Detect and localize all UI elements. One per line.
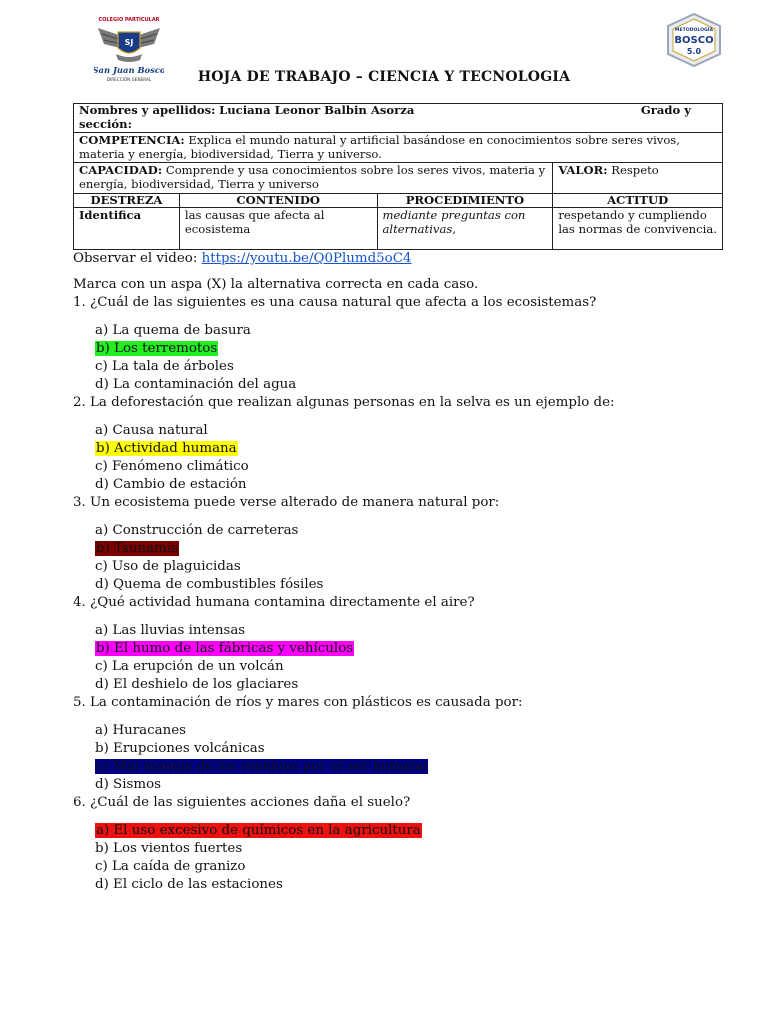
badge-mid: BOSCO (674, 35, 714, 46)
option-text: c) Fenómeno climático (95, 459, 249, 474)
col-header-destreza: DESTREZA (74, 193, 180, 208)
options-list (73, 622, 733, 694)
question-5: 5. La contaminación de ríos y mares con plásticos es causada por: (73, 695, 523, 710)
section-label: sección: (79, 116, 132, 131)
question-6: 6. ¿Cuál de las siguientes acciones daña el suelo? (73, 795, 411, 810)
option-text: a) La quema de basura (95, 323, 251, 338)
col-header-contenido: CONTENIDO (179, 193, 377, 208)
option-text: a) Las lluvias intensas (95, 623, 246, 638)
option-row[interactable] (95, 376, 733, 394)
video-link[interactable]: https://youtu.be/Q0Plumd5oC4 (201, 251, 412, 266)
question-3: 3. Un ecosistema puede verse alterado de manera natural por: (73, 495, 500, 510)
option-row[interactable] (95, 676, 733, 694)
option-row[interactable] (95, 876, 733, 894)
option-row[interactable] (95, 858, 733, 876)
options-list (73, 422, 733, 494)
option-text: c) La erupción de un volcán (95, 659, 284, 674)
options-list (73, 322, 733, 394)
badge-top: METODOLOGÍA (674, 28, 714, 33)
highlighted-answer: b) Los terremotos (96, 341, 218, 356)
option-row[interactable] (95, 522, 733, 540)
option-row[interactable] (95, 758, 733, 776)
competencia-row (74, 133, 723, 163)
cell-procedimiento: mediante preguntas con alternativas, (377, 208, 553, 250)
capacidad-row (74, 163, 723, 193)
option-text: a) Huracanes (95, 723, 187, 738)
option-row[interactable] (95, 776, 733, 794)
option-row[interactable] (95, 658, 733, 676)
option-text: d) Sismos (95, 777, 162, 792)
option-text: a) Causa natural (95, 423, 208, 438)
option-row[interactable] (95, 722, 733, 740)
video-label: Observar el video: (73, 251, 202, 266)
student-name: Luciana Leonor Balbin Asorza (219, 103, 415, 117)
names-row (74, 104, 723, 133)
options-list (73, 722, 733, 794)
info-table (73, 103, 723, 250)
option-row[interactable] (95, 458, 733, 476)
option-row[interactable] (95, 440, 733, 458)
question-4: 4. ¿Qué actividad humana contamina directamente el aire? (73, 595, 475, 610)
competencia-label: COMPETENCIA: (79, 133, 185, 148)
col-header-procedimiento: PROCEDIMIENTO (377, 193, 553, 208)
option-row[interactable] (95, 322, 733, 340)
highlighted-answer: c) Mal manejo de los residuos por el ser humano (96, 759, 427, 774)
option-text: d) Cambio de estación (95, 477, 247, 492)
question-2: 2. La deforestación que realizan algunas personas en la selva es un ejemplo de: (73, 395, 615, 410)
option-row[interactable] (95, 576, 733, 594)
highlighted-answer: b) Tsunamis (96, 541, 178, 556)
table-row (74, 208, 723, 250)
school-small-top: COLEGIO PARTICULAR (98, 17, 160, 23)
option-row[interactable] (95, 822, 733, 840)
badge-num: 5.0 (686, 47, 702, 56)
option-row[interactable] (95, 358, 733, 376)
option-text: c) Uso de plaguicidas (95, 559, 241, 574)
option-text: d) Quema de combustibles fósiles (95, 577, 324, 592)
option-row[interactable] (95, 640, 733, 658)
school-name: San Juan Bosco (94, 65, 164, 75)
option-text: c) La caída de granizo (95, 859, 246, 874)
options-list (73, 822, 733, 894)
cell-actitud: respetando y cumpliendo las normas de convivencia. (553, 208, 723, 250)
option-text: d) La contaminación del agua (95, 377, 297, 392)
grade-label: Grado y (640, 103, 691, 117)
option-text: b) Erupciones volcánicas (95, 741, 265, 756)
page-title: HOJA DE TRABAJO – CIENCIA Y TECNOLOGIA (197, 69, 571, 85)
capacidad-value: Comprende y usa conocimientos sobre los seres vivos, materia y energía, biodiversidad, Tierra y universo (79, 163, 546, 191)
highlighted-answer: a) El uso excesivo de químicos en la agricultura (96, 823, 421, 838)
option-row[interactable] (95, 740, 733, 758)
option-row[interactable] (95, 840, 733, 858)
option-row[interactable] (95, 540, 733, 558)
option-row[interactable] (95, 476, 733, 494)
highlighted-answer: b) Actividad humana (96, 441, 237, 456)
worksheet-content (73, 250, 733, 894)
school-small-bottom: DIRECCIÓN GENERAL (106, 77, 152, 82)
option-row[interactable] (95, 622, 733, 640)
option-text: a) Construcción de carreteras (95, 523, 299, 538)
instruction-text: Marca con un aspa (X) la alternativa correcta en cada caso. (73, 277, 479, 292)
option-row[interactable] (95, 558, 733, 576)
names-label: Nombres y apellidos: (79, 103, 216, 117)
col-header-actitud: ACTITUD (553, 193, 723, 208)
valor-label: VALOR: (558, 163, 608, 178)
capacidad-label: CAPACIDAD: (79, 163, 163, 178)
table-header-row (74, 193, 723, 208)
option-text: d) El deshielo de los glaciares (95, 677, 299, 692)
option-text: c) La tala de árboles (95, 359, 234, 374)
options-list (73, 522, 733, 594)
cell-contenido: las causas que afecta al ecosistema (179, 208, 377, 250)
option-row[interactable] (95, 340, 733, 358)
valor-value: Respeto (611, 163, 659, 178)
competencia-value: Explica el mundo natural y artificial basándose en conocimientos sobre seres vivos, materia y energía, biodiversidad, Tierra y universo. (79, 133, 680, 161)
methodology-badge (664, 12, 724, 68)
questions-list (73, 294, 733, 894)
option-row[interactable] (95, 422, 733, 440)
question-1: 1. ¿Cuál de las siguientes es una causa natural que afecta a los ecosistemas? (73, 295, 597, 310)
video-line (73, 250, 733, 268)
svg-text:SJ: SJ (124, 38, 134, 47)
highlighted-answer: b) El humo de las fábricas y vehículos (96, 641, 354, 656)
cell-destreza: Identifica (74, 208, 180, 250)
option-text: b) Los vientos fuertes (95, 841, 243, 856)
option-text: d) El ciclo de las estaciones (95, 877, 283, 892)
